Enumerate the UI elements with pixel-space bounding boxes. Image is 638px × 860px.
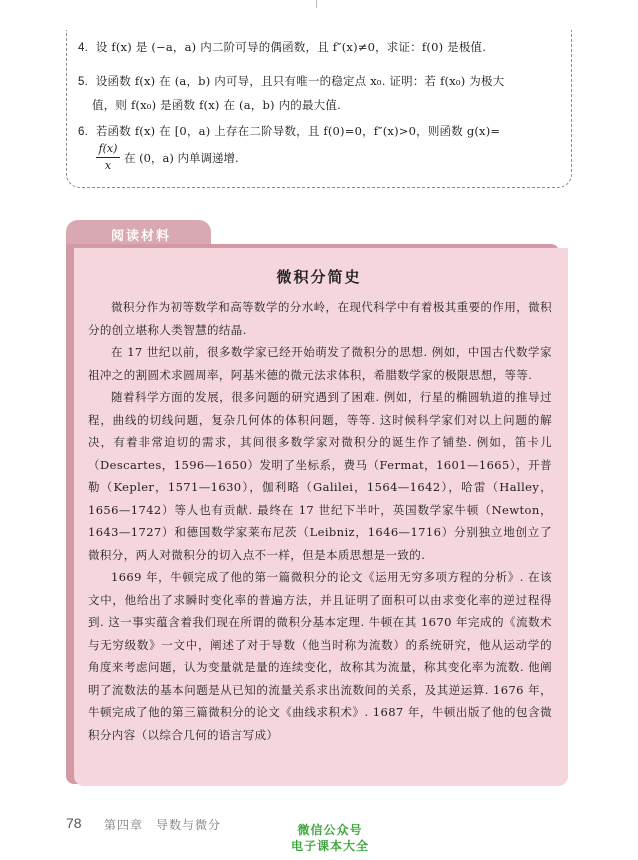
exercise-text: 设 f(x) 是 (−a，a) 内二阶可导的偶函数，且 f″(x)≠0，求证：f(0) 是极值. [95,40,487,54]
page-top-mark [316,0,317,8]
exercise-number: 4. [78,42,88,54]
exercise-text: 设函数 f(x) 在 (a，b) 内可导，且只有唯一的稳定点 x₀. 证明：若 f(x₀) 为极大 [95,74,505,88]
exercise-item [78,36,558,59]
fraction [96,142,120,173]
watermark [278,822,382,854]
page-number: 78 [66,815,82,831]
exercise-item [78,120,558,143]
fraction-denominator: x [104,159,112,172]
reading-title: 微积分简史 [276,268,362,286]
exercise-number: 5. [78,76,88,88]
reading-body [88,296,552,746]
exercise-text: 若函数 f(x) 在 [0，a) 上存在二阶导数，且 f(0)=0，f″(x)>0，则函数 g(x)= [95,124,501,138]
watermark-line: 微信公众号 [297,823,363,837]
fraction-bar [96,157,120,158]
chapter-title: 第四章 导数与微分 [104,818,222,832]
fraction-numerator: f(x) [98,142,118,155]
exercise-item [78,70,558,93]
reading-paragraph: 微积分作为初等数学和高等数学的分水岭，在现代科学中有着极其重要的作用，微积分的创立堪称人类智慧的结晶. [88,300,552,337]
exercise-text: 值，则 f(x₀) 是函数 f(x) 在 (a，b) 内的最大值. [92,98,341,112]
reading-paragraph: 在 17 世纪以前，很多数学家已经开始萌发了微积分的思想. 例如，中国古代数学家祖冲之的割圆术求圆周率，阿基米德的微元法求体积，希腊数学家的极限思想，等等. [88,345,552,382]
watermark-line: 电子课本大全 [290,839,369,853]
reading-paragraph: 随着科学方面的发展，很多问题的研究遇到了困难. 例如，行星的椭圆轨道的推导过程，曲线的切线问题，复杂几何体的体积问题，等等. 这时候科学家们对以上问题的解决，有着非常迫切的需求，其间很多数学家对微积分的诞生作了铺垫. 例如，笛卡儿（Descartes，1596—1650）发明了坐标系，费马（Fermat，1601—1665），开普勒（Kepler，1571—1630），伽利略（Galilei，1564—1642），哈雷（Halley，1656—1742）等人也有贡献. 最终在 17 世纪下半叶，英国数学家牛顿（Newton，1643—1727）和德国数学家莱布尼茨（Leibniz，1646—1716）分别独立地创立了微积分，两人对微积分的切入点不一样，但是本质思想是一致的. [88,390,552,562]
reading-tab-label: 阅读材料 [111,229,172,244]
reading-paragraph: 1669 年，牛顿完成了他的第一篇微积分的论文《运用无穷多项方程的分析》. 在该文中，他给出了求瞬时变化率的普遍方法，并且证明了面积可以由求变化率的逆过程得到. 这一事实蕴含着我们现在所谓的微积分基本定理. 牛顿在其 1670 年完成的《流数术与无穷级数》一文中，阐述了对于导数（他当时称为流数）的系统研究，他从运动学的角度来考虑问题，认为变量就是量的连续变化，故称其为流量，称其变化率为流数. 他阐明了流数法的基本问题是从已知的流量关系求出流数间的关系，及其逆运算. 1676 年，牛顿完成了他的第三篇微积分的论文《曲线求积术》. 1687 年，牛顿出版了他的包含微积分内容（以综合几何的语言写成） [88,570,552,742]
exercise-number: 6. [78,126,88,138]
fraction-tail-text: 在 (0，a) 内单调递增. [124,151,239,165]
exercise-item [92,94,572,116]
